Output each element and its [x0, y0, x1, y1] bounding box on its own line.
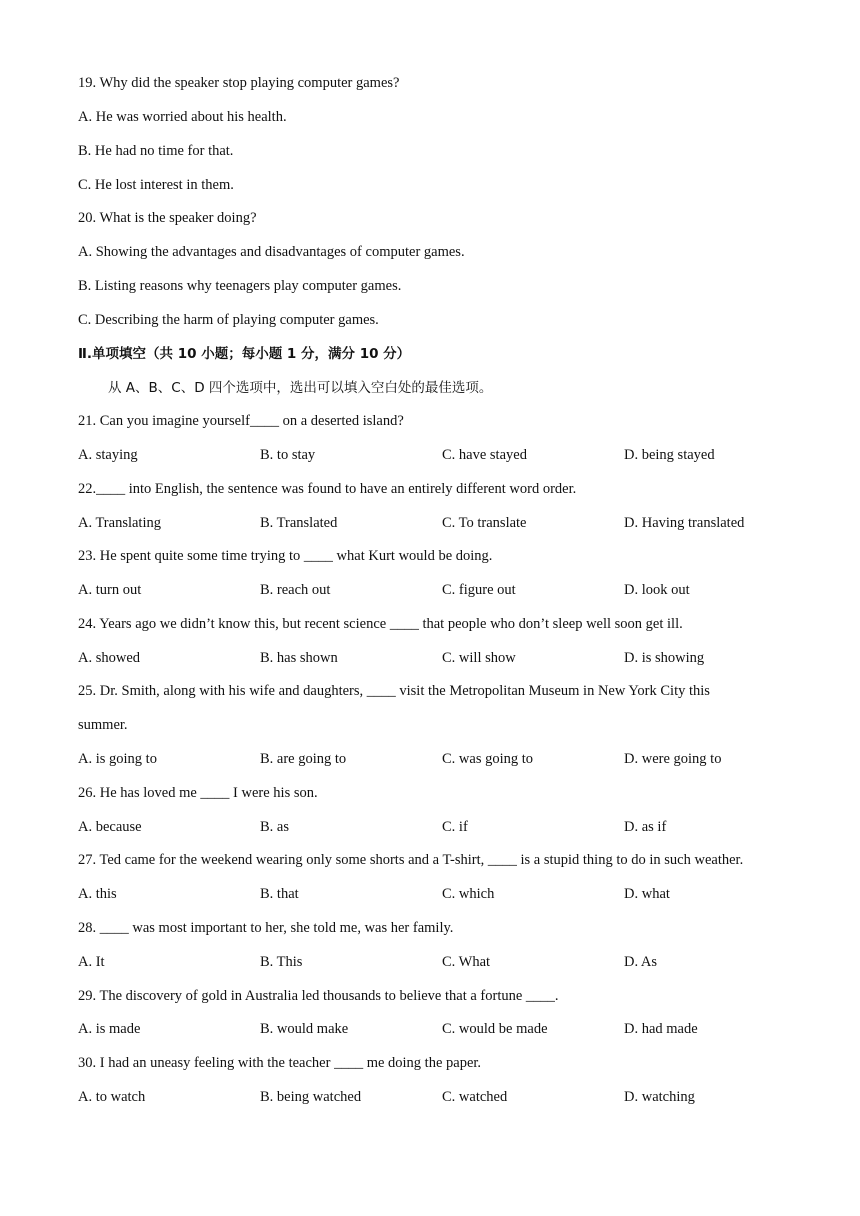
question-25-options — [78, 750, 818, 768]
question-28-stem: 28. ____ was most important to her, she told me, was her family. — [78, 920, 454, 936]
question-26-stem: 26. He has loved me ____ I were his son. — [78, 785, 318, 801]
question-24-options — [78, 649, 818, 667]
option-c: C. would be made — [442, 1021, 548, 1037]
option-c: C. watched — [442, 1089, 508, 1105]
question-24-stem: 24. Years ago we didn’t know this, but recent science ____ that people who don’t sleep well soon get ill. — [78, 616, 683, 632]
option-d: D. being stayed — [624, 447, 715, 463]
question-23-options — [78, 581, 818, 599]
question-20-stem: 20. What is the speaker doing? — [78, 210, 257, 226]
question-20-option-b: B. Listing reasons why teenagers play computer games. — [78, 278, 402, 294]
question-29-stem: 29. The discovery of gold in Australia led thousands to believe that a fortune ____. — [78, 988, 559, 1004]
option-c: C. figure out — [442, 582, 516, 598]
question-21-stem: 21. Can you imagine yourself____ on a deserted island? — [78, 413, 404, 429]
question-20-option-a: A. Showing the advantages and disadvantages of computer games. — [78, 244, 465, 260]
question-22-stem: 22.____ into English, the sentence was found to have an entirely different word order. — [78, 481, 577, 497]
option-a: A. to watch — [78, 1089, 146, 1105]
question-27-options — [78, 885, 818, 903]
question-30-stem: 30. I had an uneasy feeling with the teacher ____ me doing the paper. — [78, 1055, 482, 1071]
option-b: B. are going to — [260, 751, 347, 767]
option-a: A. It — [78, 954, 105, 970]
option-d: D. As — [624, 954, 658, 970]
question-19-option-b: B. He had no time for that. — [78, 143, 234, 159]
option-c: C. will show — [442, 650, 516, 666]
option-a: A. Translating — [78, 515, 161, 531]
question-19-stem: 19. Why did the speaker stop playing computer games? — [78, 75, 400, 91]
section-heading: Ⅱ.单项填空（共 10 小题；每小题 1 分，满分 10 分） — [78, 346, 411, 362]
option-d: D. were going to — [624, 751, 722, 767]
option-d: D. what — [624, 886, 670, 902]
option-c: C. if — [442, 819, 468, 835]
option-c: C. which — [442, 886, 495, 902]
option-b: B. reach out — [260, 582, 331, 598]
option-a: A. turn out — [78, 582, 142, 598]
question-28-options — [78, 953, 818, 971]
option-d: D. is showing — [624, 650, 705, 666]
question-27-stem: 27. Ted came for the weekend wearing only some shorts and a T-shirt, ____ is a stupid thing to do in such weather. — [78, 852, 744, 868]
option-d: D. as if — [624, 819, 667, 835]
option-d: D. watching — [624, 1089, 695, 1105]
option-a: A. staying — [78, 447, 138, 463]
question-21-options — [78, 446, 818, 464]
question-25-stem-continued: summer. — [78, 717, 128, 733]
question-19-option-c: C. He lost interest in them. — [78, 177, 234, 193]
option-c: C. To translate — [442, 515, 527, 531]
option-a: A. is made — [78, 1021, 141, 1037]
option-c: C. have stayed — [442, 447, 527, 463]
option-a: A. because — [78, 819, 142, 835]
option-b: B. to stay — [260, 447, 316, 463]
option-d: D. look out — [624, 582, 690, 598]
option-c: C. was going to — [442, 751, 534, 767]
question-23-stem: 23. He spent quite some time trying to ____ what Kurt would be doing. — [78, 548, 493, 564]
question-26-options — [78, 818, 818, 836]
question-29-options — [78, 1020, 818, 1038]
section-instruction: 从 A、B、C、D 四个选项中，选出可以填入空白处的最佳选项。 — [108, 380, 493, 396]
option-a: A. this — [78, 886, 117, 902]
option-b: B. Translated — [260, 515, 338, 531]
option-a: A. is going to — [78, 751, 157, 767]
question-25-stem: 25. Dr. Smith, along with his wife and daughters, ____ visit the Metropolitan Museum in New York City this — [78, 683, 710, 699]
option-d: D. Having translated — [624, 515, 745, 531]
question-22-options — [78, 514, 818, 532]
option-c: C. What — [442, 954, 491, 970]
option-b: B. that — [260, 886, 299, 902]
option-b: B. being watched — [260, 1089, 362, 1105]
option-b: B. as — [260, 819, 289, 835]
option-b: B. has shown — [260, 650, 338, 666]
question-30-options — [78, 1088, 818, 1106]
question-19-option-a: A. He was worried about his health. — [78, 109, 287, 125]
option-a: A. showed — [78, 650, 141, 666]
question-20-option-c: C. Describing the harm of playing computer games. — [78, 312, 379, 328]
option-b: B. would make — [260, 1021, 349, 1037]
option-b: B. This — [260, 954, 303, 970]
option-d: D. had made — [624, 1021, 698, 1037]
